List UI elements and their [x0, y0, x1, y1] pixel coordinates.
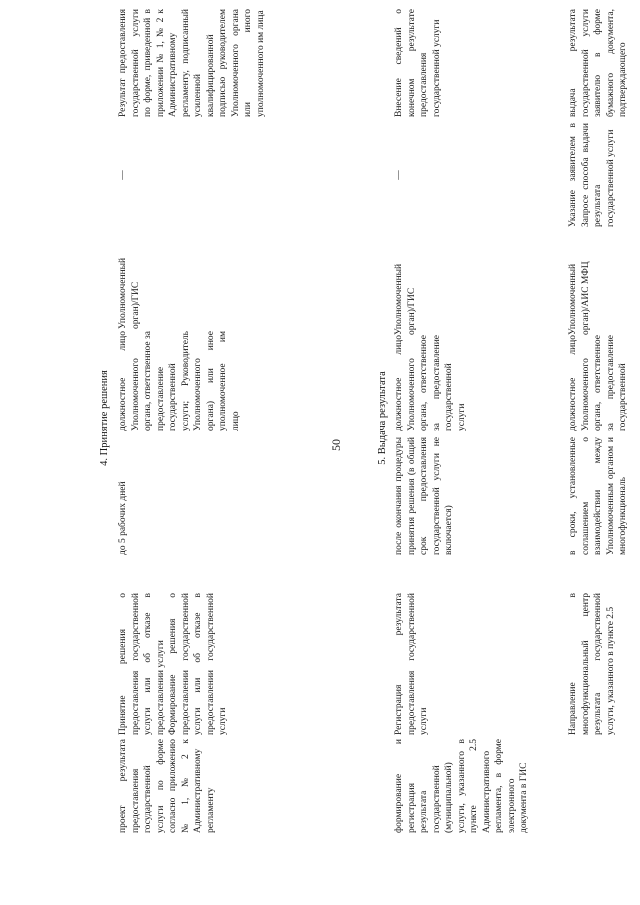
table-cell: проект результата предоставления государственной услуги по форме согласно приложению № 1, № 2 к Административному регламенту [118, 739, 216, 833]
table-cell: должностное лицо Уполномоченного органа, ответственное за предоставление государственной [568, 335, 628, 431]
table-cell: Принятие решения о предоставления государственной услуги или об отказе в предоставлении услуги Формирование решения о предоставлении государственной услуги или об отказе в предоставлении государственной услуги [118, 593, 228, 735]
section-heading: 4. Принятие решения [99, 370, 110, 466]
table-row [567, 3, 640, 833]
table-row [393, 3, 533, 833]
table-cell: после окончания процедуры принятия решения (в общий срок предоставления государственной услуги не включается) [394, 437, 454, 555]
table-cell: Уполномоченный орган)/ГИС [118, 257, 141, 329]
table-cell: Уполномоченный орган)/АИС МФЦ [568, 261, 591, 335]
table-cell: формирование и регистрация результата государственной (муниципальной) услуги, указанного в пункте 2.5 Административного регламента, в форме электронного документа в ГИС [394, 739, 529, 833]
table-cell: — [118, 170, 128, 180]
table-cell: Результат предоставления государственной услуги по форме, приведенной в приложении № 1, № 2 к Административному регламенту, подписанный усиленной квалифицированной подписью руководителем Уполномоченного органа или иного уполномоченного им лица [118, 9, 266, 117]
table-cell: Уполномоченный орган)/ГИС [394, 263, 417, 335]
page-number: 50 [329, 439, 343, 451]
table-cell: Регистрация результата предоставления государственной услуги [394, 593, 429, 735]
table-cell: Внесение сведений о конечном результате предоставления государственной услуги [394, 9, 442, 117]
table-cell: должностное лицо Уполномоченного органа, ответственное за предоставление государственной услуги; Руководитель Уполномоченного органа) или иное уполномоченное им лицо [118, 331, 241, 431]
section-heading: 5. Выдача результата [377, 371, 388, 465]
rotated-page [95, 3, 640, 833]
table-cell: Направление в многофункциональный центр результата государственной услуги, указанного в пункте 2.5 [568, 593, 616, 735]
table-cell: должностное лицо Уполномоченного органа, ответственное за предоставление государственной услуги [394, 335, 467, 431]
table-cell: Указание заявителем в Запросе способа выдачи результата государственной услуги [568, 123, 616, 227]
table-cell: — [394, 170, 404, 180]
table-cell: в сроки, установленные соглашением о взаимодействии между Уполномоченным органом и многофункциональ [568, 437, 628, 555]
procedure-table [95, 3, 640, 833]
table-cell: до 5 рабочих дней [118, 481, 128, 555]
table-row [117, 3, 327, 833]
table-cell: выдача результата государственной услуги заявителю в форме бумажного документа, подтверждающего [568, 9, 628, 117]
